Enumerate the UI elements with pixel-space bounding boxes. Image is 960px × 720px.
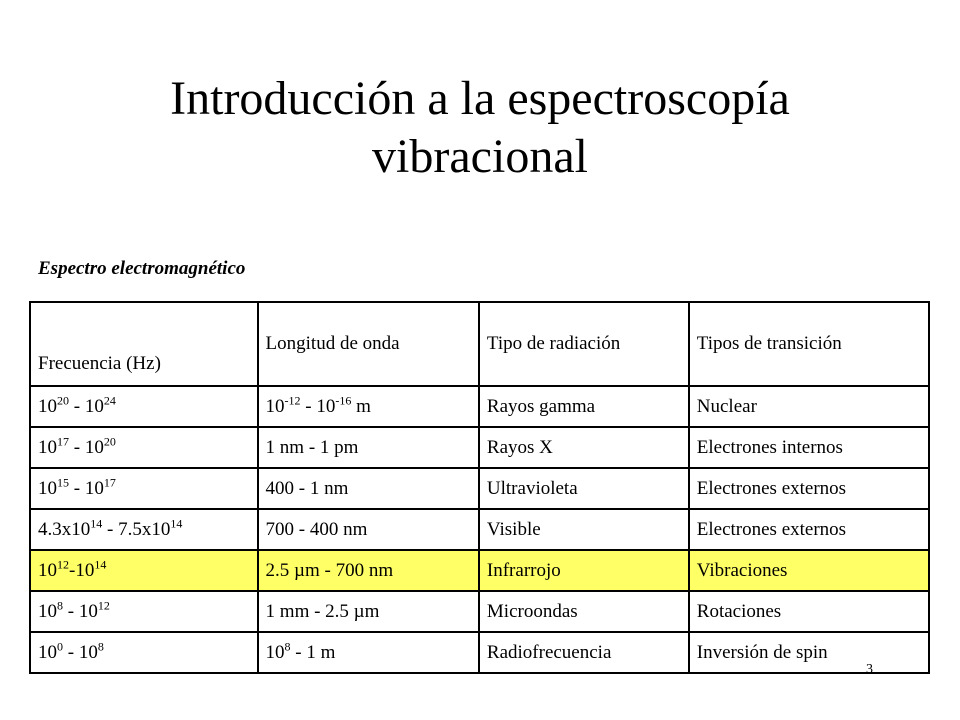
exponent: 17 — [57, 434, 69, 449]
cell-text-part: - 7.5x10 — [102, 518, 171, 540]
cell-frequency — [30, 386, 258, 427]
exponent: 14 — [94, 557, 107, 572]
cell-transition-type: Vibraciones — [689, 550, 929, 591]
cell-frequency — [30, 509, 258, 550]
exponent: 20 — [103, 434, 116, 449]
table-row — [30, 509, 929, 550]
cell-radiation-type: Rayos gamma — [479, 386, 689, 427]
cell-text-part: -10 — [69, 559, 95, 581]
cell-text-part: 2.5 µm - 700 nm — [265, 559, 394, 581]
cell-radiation-type: Radiofrecuencia — [479, 632, 689, 673]
cell-text-part: - 10 — [69, 395, 104, 417]
cell-frequency — [30, 632, 258, 673]
cell-text-part: - 10 — [69, 477, 104, 499]
exponent: 0 — [57, 639, 63, 654]
electromagnetic-spectrum-table — [29, 301, 930, 674]
table-row — [30, 632, 929, 673]
cell-wavelength — [258, 468, 479, 509]
table-row — [30, 427, 929, 468]
header-transition-type: Tipos de transición — [689, 302, 929, 386]
cell-text-part: - 10 — [63, 641, 98, 663]
cell-transition-type: Nuclear — [689, 386, 929, 427]
cell-transition-type: Electrones externos — [689, 509, 929, 550]
exponent: 20 — [57, 393, 69, 408]
exponent: 8 — [57, 598, 63, 613]
cell-wavelength — [258, 386, 479, 427]
cell-wavelength — [258, 427, 479, 468]
cell-transition-type: Inversión de spin — [689, 632, 929, 673]
cell-frequency — [30, 468, 258, 509]
table-caption: Espectro electromagnético — [38, 258, 246, 279]
page-number: 3 — [866, 662, 873, 677]
table-row — [30, 386, 929, 427]
exponent: 17 — [103, 475, 116, 490]
cell-text-part: - 1 m — [290, 641, 336, 663]
exponent: 8 — [97, 639, 104, 654]
cell-wavelength — [258, 591, 479, 632]
cell-text-part: 10 — [265, 641, 285, 663]
cell-transition-type: Rotaciones — [689, 591, 929, 632]
exponent: -16 — [335, 393, 352, 408]
cell-transition-type: Electrones externos — [689, 468, 929, 509]
cell-wavelength — [258, 509, 479, 550]
cell-text-part: 10 — [38, 395, 57, 417]
cell-text-part: m — [351, 395, 371, 417]
cell-text-part: 700 - 400 nm — [265, 518, 368, 540]
cell-radiation-type: Rayos X — [479, 427, 689, 468]
cell-radiation-type: Visible — [479, 509, 689, 550]
header-radiation-type: Tipo de radiación — [479, 302, 689, 386]
cell-radiation-type: Microondas — [479, 591, 689, 632]
exponent: 14 — [90, 516, 103, 531]
cell-text-part: 10 — [38, 436, 57, 458]
exponent: -12 — [284, 393, 301, 408]
exponent: 8 — [284, 639, 291, 654]
cell-wavelength — [258, 550, 479, 591]
cell-text-part: - 10 — [63, 600, 98, 622]
cell-text-part: 10 — [265, 395, 285, 417]
table-row — [30, 468, 929, 509]
cell-text-part: 1 nm - 1 pm — [265, 436, 359, 458]
exponent: 12 — [57, 557, 69, 572]
cell-text-part: 10 — [38, 600, 57, 622]
cell-radiation-type: Infrarrojo — [479, 550, 689, 591]
cell-text-part: - 10 — [300, 395, 336, 417]
cell-transition-type: Electrones internos — [689, 427, 929, 468]
header-frequency: Frecuencia (Hz) — [30, 302, 258, 386]
cell-text-part: - 10 — [69, 436, 104, 458]
cell-wavelength — [258, 632, 479, 673]
table-row — [30, 591, 929, 632]
table-row — [30, 550, 929, 591]
exponent: 12 — [97, 598, 110, 613]
table-body — [30, 386, 929, 673]
exponent: 14 — [170, 516, 183, 531]
table-header-row — [30, 302, 929, 386]
slide-title: Introducción a la espectroscopía vibracional — [170, 72, 790, 183]
cell-text-part: 4.3x10 — [38, 518, 91, 540]
cell-frequency — [30, 591, 258, 632]
cell-text-part: 1 mm - 2.5 µm — [265, 600, 380, 622]
cell-frequency — [30, 550, 258, 591]
exponent: 15 — [57, 475, 69, 490]
exponent: 24 — [103, 393, 116, 408]
cell-text-part: 400 - 1 nm — [265, 477, 349, 499]
cell-text-part: 10 — [38, 477, 57, 499]
cell-text-part: 10 — [38, 559, 57, 581]
cell-frequency — [30, 427, 258, 468]
cell-text-part: 10 — [38, 641, 57, 663]
cell-radiation-type: Ultravioleta — [479, 468, 689, 509]
header-wavelength: Longitud de onda — [258, 302, 479, 386]
